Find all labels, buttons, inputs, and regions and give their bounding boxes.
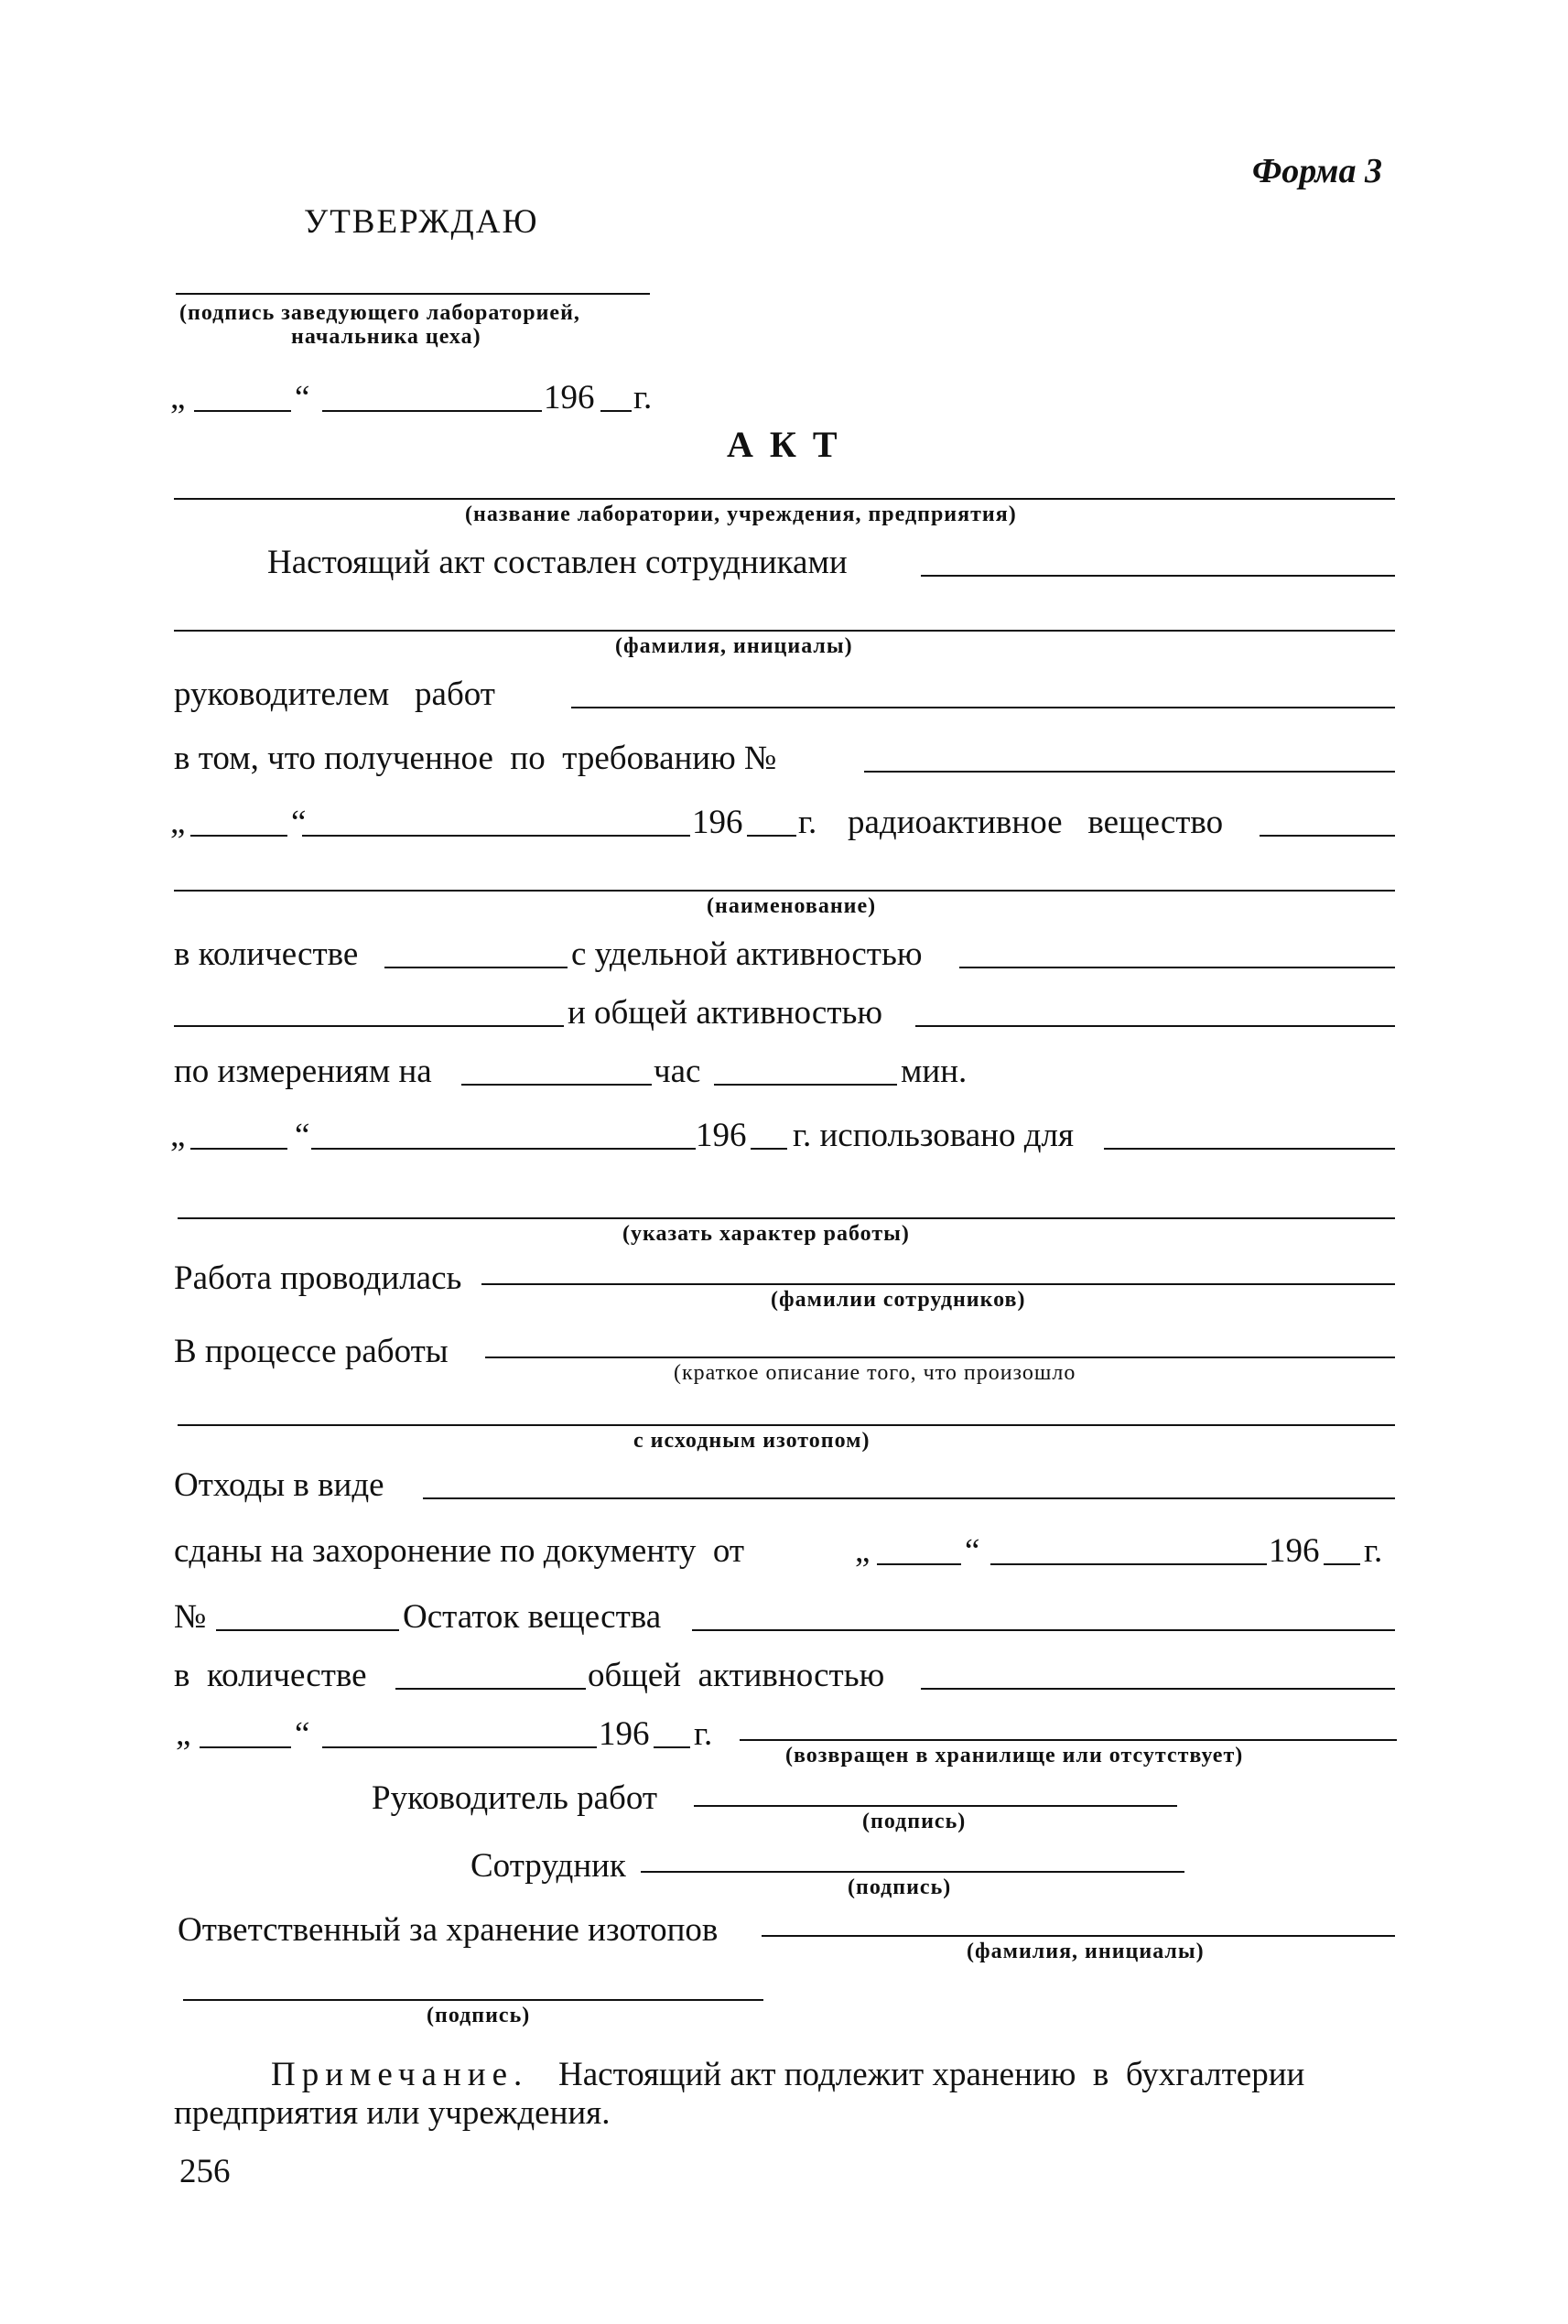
month-field-5[interactable] (322, 1746, 597, 1748)
head-signature-field[interactable] (694, 1805, 1177, 1807)
quote-close-5: “ (295, 1715, 310, 1753)
year-prefix-3: 196 (696, 1117, 747, 1154)
total-field[interactable] (915, 1025, 1395, 1027)
caption-desc-1: (краткое описание того, что произошло (674, 1361, 1076, 1385)
label-remainder: Остаток вещества (403, 1598, 662, 1636)
caption-naming: (наименование) (707, 894, 877, 918)
remainder-field[interactable] (692, 1629, 1395, 1631)
quote-open-4: „ (855, 1532, 871, 1570)
label-waste: Отходы в виде (174, 1466, 384, 1504)
label-total-2: общей активностью (588, 1657, 885, 1694)
approve-heading: УТВЕРЖДАЮ (304, 203, 539, 241)
label-specific: с удельной активностью (571, 935, 923, 973)
caption-returned: (возвращен в хранилище или отсутствует) (785, 1744, 1244, 1767)
year-field-3[interactable] (751, 1148, 787, 1150)
waste-field[interactable] (423, 1497, 1395, 1499)
caption-signature-3: (подпись) (427, 2004, 531, 2027)
label-responsible: Ответственный за хранение изотопов (178, 1911, 719, 1949)
caption-names: (фамилия, инициалы) (615, 634, 853, 658)
total-field-2[interactable] (921, 1688, 1395, 1690)
label-quantity-2: в количестве (174, 1657, 367, 1694)
year-prefix-2: 196 (692, 804, 743, 841)
used-for-field[interactable] (1104, 1148, 1395, 1150)
quote-open-2: „ (170, 804, 186, 841)
label-total: и общей активностью (568, 994, 883, 1032)
label-head: руководителем работ (174, 676, 495, 713)
org-field[interactable] (174, 498, 1395, 500)
approver-signature-line (176, 293, 650, 295)
work-done-field[interactable] (481, 1283, 1395, 1285)
label-process: В процессе работы (174, 1333, 449, 1370)
note-label: Примечание. (271, 2056, 529, 2093)
year-field-4[interactable] (1324, 1563, 1360, 1565)
quote-open-5: „ (176, 1715, 191, 1753)
quantity-field-2[interactable] (395, 1688, 586, 1690)
hour-field[interactable] (461, 1084, 652, 1086)
month-field-3[interactable] (311, 1148, 696, 1150)
year-suffix-2: г. (798, 804, 817, 841)
caption-work: (указать характер работы) (622, 1222, 910, 1246)
month-field[interactable] (322, 410, 542, 412)
year-field[interactable] (600, 410, 632, 412)
year-prefix-4: 196 (1269, 1532, 1320, 1570)
day-field-2[interactable] (190, 835, 287, 837)
work-field[interactable] (178, 1217, 1395, 1219)
caption-names-2: (фамилия, инициалы) (967, 1940, 1205, 1963)
label-head-sign: Руководитель работ (372, 1779, 658, 1817)
specific-field[interactable] (959, 967, 1395, 968)
caption-org: (название лаборатории, учреждения, предприятия) (465, 503, 1017, 526)
composed-field[interactable] (921, 575, 1395, 577)
page-number: 256 (179, 2153, 231, 2190)
caption-signature-1: (подпись) (862, 1810, 967, 1833)
month-field-4[interactable] (990, 1563, 1267, 1565)
quote-open: „ (170, 379, 186, 416)
month-field-2[interactable] (302, 835, 690, 837)
document-title: АКТ (727, 424, 854, 465)
composed-field-2[interactable] (174, 630, 1395, 632)
day-field-5[interactable] (200, 1746, 291, 1748)
quote-close-3: “ (295, 1117, 310, 1154)
year-field-2[interactable] (747, 835, 796, 837)
caption-desc-2: с исходным изотопом) (633, 1429, 871, 1453)
total-field-pre[interactable] (174, 1025, 564, 1027)
label-no: № (174, 1598, 207, 1636)
year-field-5[interactable] (654, 1746, 690, 1748)
label-used-for: г. использовано для (793, 1117, 1075, 1154)
process-field-2[interactable] (178, 1424, 1395, 1426)
responsible-field[interactable] (762, 1935, 1395, 1937)
quantity-field[interactable] (384, 967, 568, 968)
returned-field[interactable] (740, 1739, 1397, 1741)
caption-staff: (фамилии сотрудников) (771, 1288, 1026, 1312)
quote-close: “ (295, 379, 310, 416)
caption-signature-2: (подпись) (848, 1875, 952, 1899)
process-field[interactable] (485, 1357, 1395, 1358)
label-employee: Сотрудник (470, 1847, 626, 1885)
label-min: мин. (901, 1053, 968, 1090)
document-number-field[interactable] (216, 1629, 399, 1631)
approver-caption-2: начальника цеха) (291, 325, 481, 349)
quote-close-4: “ (965, 1532, 980, 1570)
label-hour: час (654, 1053, 701, 1090)
day-field-3[interactable] (190, 1148, 287, 1150)
label-quantity: в количестве (174, 935, 359, 973)
label-radioactive: радиоактивное вещество (848, 804, 1224, 841)
year-suffix: г. (633, 379, 653, 416)
year-suffix-5: г. (694, 1715, 713, 1753)
minute-field[interactable] (714, 1084, 897, 1086)
day-field[interactable] (194, 410, 291, 412)
quote-open-3: „ (170, 1117, 186, 1154)
year-prefix: 196 (544, 379, 595, 416)
year-prefix-5: 196 (599, 1715, 650, 1753)
form-number: Форма 3 (1252, 152, 1382, 190)
label-received: в том, что полученное по требованию № (174, 740, 777, 777)
substance-field-2[interactable] (174, 890, 1395, 892)
label-measure: по измерениям на (174, 1053, 432, 1090)
label-work-done: Работа проводилась (174, 1259, 462, 1297)
head-field[interactable] (571, 707, 1395, 708)
request-field[interactable] (864, 771, 1395, 773)
approver-caption-1: (подпись заведующего лабораторией, (179, 301, 580, 325)
substance-field[interactable] (1260, 835, 1395, 837)
label-composed: Настоящий акт составлен сотрудниками (267, 544, 848, 581)
note-text: Настоящий акт подлежит хранению в бухгалтерии (558, 2056, 1305, 2093)
year-suffix-4: г. (1364, 1532, 1383, 1570)
quote-close-2: “ (291, 804, 307, 841)
note-text-2: предприятия или учреждения. (174, 2094, 611, 2132)
responsible-signature-field[interactable] (183, 1999, 763, 2001)
employee-signature-field[interactable] (641, 1871, 1184, 1873)
day-field-4[interactable] (877, 1563, 961, 1565)
label-buried: сданы на захоронение по документу от (174, 1532, 745, 1570)
